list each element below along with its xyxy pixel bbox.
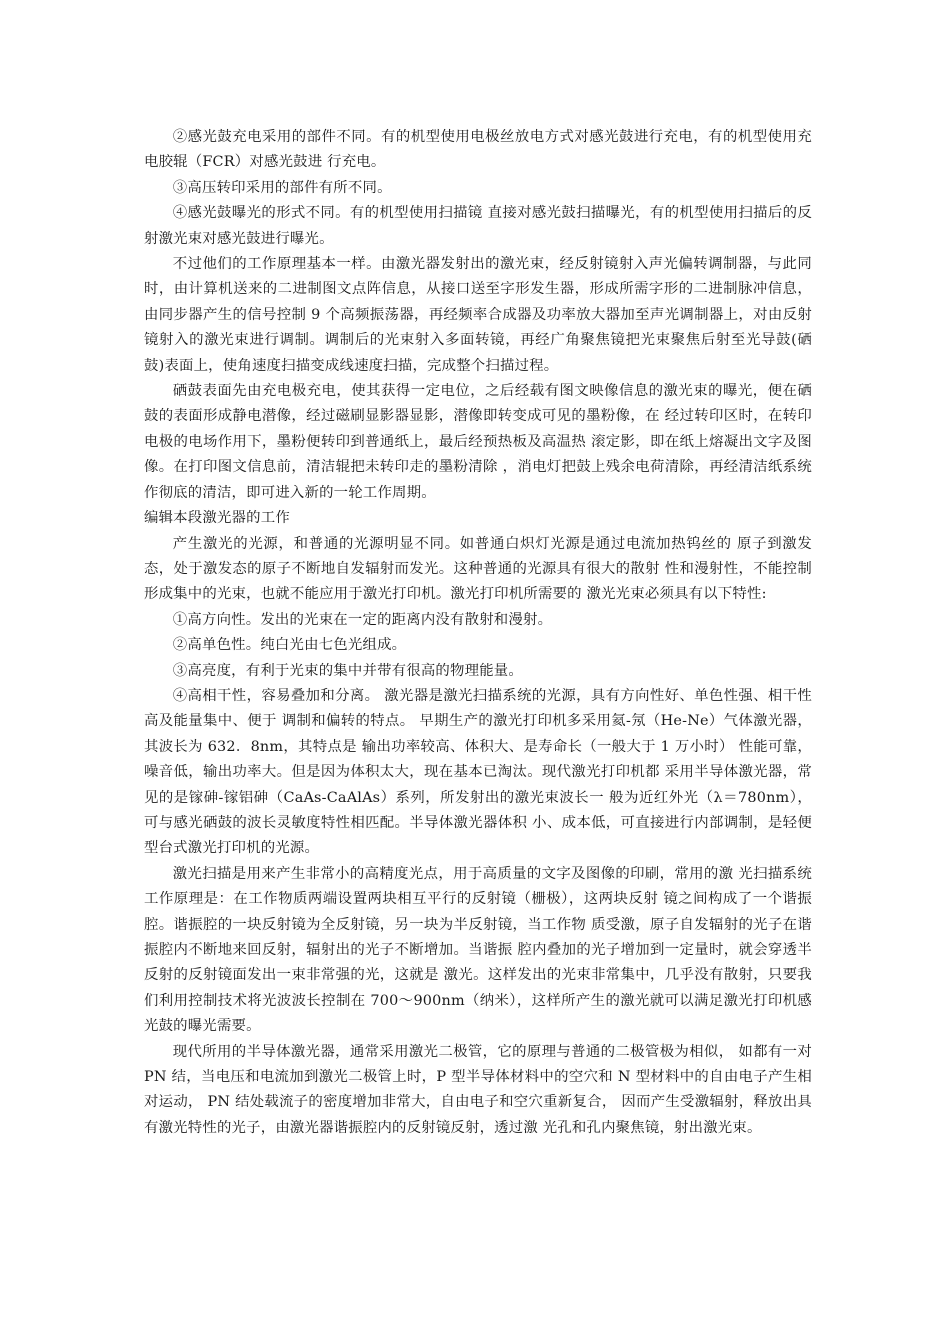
paragraph-brightness: ③高亮度，有利于光束的集中并带有很高的物理能量。 xyxy=(172,662,523,679)
paragraph-monochromaticity: ②高单色性。纯白光由七色光组成。 xyxy=(172,637,407,654)
section-heading: 编辑本段激光器的工作 xyxy=(144,510,290,527)
paragraph-semiconductor-laser: 现代所用的半导体激光器，通常采用激光二极管，它的原理与普通的二极管极为相似， 如都有一对 PN 结，当电压和电流加到激光二极管上时，P 型半导体材料中的空穴和 N 型材料中的自由电子产生相对运动， PN 结处载流子的密度增加非常大，自由电子和空穴重新复合， 因而产生受激辐射，释放出具有激光特性的光子，由激光器谐振腔内的反射镜反射，透过激 光孔和孔内聚焦镜，射出激光束。 xyxy=(144,1043,812,1136)
paragraph-charging: ②感光鼓充电采用的部件不同。有的机型使用电极丝放电方式对感光鼓进行充电，有的机型使用充电胶辊（FCR）对感光鼓进 行充电。 xyxy=(144,129,812,171)
paragraph-coherence: ④高相干性，容易叠加和分离。 激光器是激光扫描系统的光源，具有方向性好、单色性强、相干性高及能量集中、便于 调制和偏转的特点。 早期生产的激光打印机多采用氦-氖（He-Ne）气体激光器，其波长为 632．8nm，其特点是 输出功率较高、体积大、是寿命长（一般大于 1 万小时） 性能可靠，噪音低，输出功率大。但是因为体积太大，现在基本已淘汰。现代激光打印机都 采用半导体激光器，常见的是镓砷-镓铝砷（CaAs-CaAlAs）系列，所发射出的激光束波长一 般为近红外光（λ＝780nm），可与感光硒鼓的波长灵敏度特性相匹配。半导体激光器体积 小、成本低，可直接进行内部调制，是轻便型台式激光打印机的光源。 xyxy=(144,687,812,857)
paragraph-light-source: 产生激光的光源，和普通的光源明显不同。如普通白炽灯光源是通过电流加热钨丝的 原子到激发态，处于激发态的原子不断地自发辐射而发光。这种普通的光源具有很大的散射 性和漫射性，不能控制形成集中的光束，也就不能应用于激光打印机。激光打印机所需要的 激光光束必须具有以下特性: xyxy=(144,535,812,603)
paragraph-laser-scanning: 激光扫描是用来产生非常小的高精度光点，用于高质量的文字及图像的印刷，常用的激 光扫描系统工作原理是：在工作物质两端设置两块相互平行的反射镜（栅极），这两块反射 镜之间构成了一个谐振腔。谐振腔的一块反射镜为全反射镜，另一块为半反射镜，当工作物 质受激，原子自发辐射的光子在谐振腔内不断地来回反射，辐射出的光子不断增加。当谐振 腔内叠加的光子增加到一定量时，就会穿透半反射的反射镜面发出一束非常强的光，这就是 激光。这样发出的光束非常集中，几乎没有散射，只要我们利用控制技术将光波波长控制在 700～900nm（纳米），这样所产生的激光就可以满足激光打印机感光鼓的曝光需要。 xyxy=(144,865,812,1035)
document-body xyxy=(144,125,812,1141)
paragraph-transfer: ③高压转印采用的部件有所不同。 xyxy=(172,179,392,196)
paragraph-exposure: ④感光鼓曝光的形式不同。有的机型使用扫描镜 直接对感光鼓扫描曝光，有的机型使用扫描后的反射激光束对感光鼓进行曝光。 xyxy=(144,205,812,247)
paragraph-principle: 不过他们的工作原理基本一样。由激光器发射出的激光束，经反射镜射入声光偏转调制器，与此同时，由计算机送来的二进制图文点阵信息，从接口送至字形发生器，形成所需字形的二进制脉冲信息，由同步器产生的信号控制 9 个高频振荡器，再经频率合成器及功率放大器加至声光调制器上，对由反射 镜射入的激光束进行调制。调制后的光束射入多面转镜，再经广角聚焦镜把光束聚焦后射至光导鼓(硒鼓)表面上，使角速度扫描变成线速度扫描，完成整个扫描过程。 xyxy=(144,256,812,374)
paragraph-directionality: ①高方向性。发出的光束在一定的距离内没有散射和漫射。 xyxy=(172,611,553,628)
paragraph-drum-process: 硒鼓表面先由充电极充电，使其获得一定电位，之后经载有图文映像信息的激光束的曝光，便在硒鼓的表面形成静电潜像，经过磁刷显影器显影，潜像即转变成可见的墨粉像，在 经过转印区时，在转印电极的电场作用下，墨粉便转印到普通纸上，最后经预热板及高温热 滚定影，即在纸上熔凝出文字及图像。在打印图文信息前，清洁辊把未转印走的墨粉清除 ，消电灯把鼓上残余电荷清除，再经清洁纸系统作彻底的清洁，即可进入新的一轮工作周期。 xyxy=(144,383,812,501)
